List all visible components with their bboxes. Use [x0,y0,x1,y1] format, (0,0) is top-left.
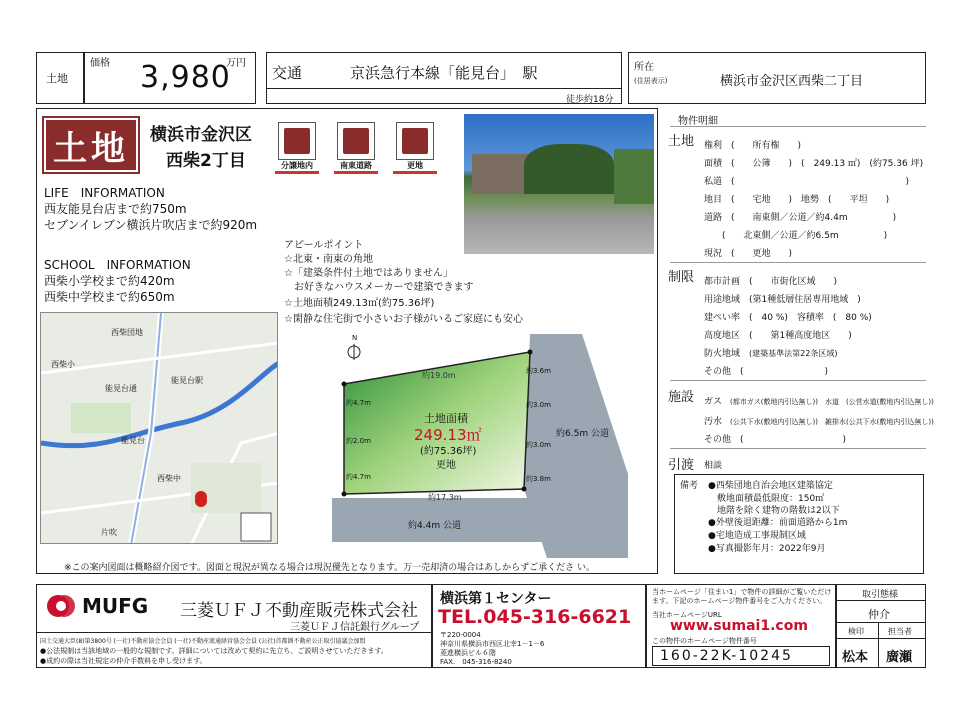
land-key-3: 私道 [704,177,723,187]
plan-status: 更地 [436,460,456,471]
web-label: 当社ホームページURL [652,611,722,619]
reg-key-4: 高度地区 [704,331,741,341]
appeal-item-3: お好きなハウスメーカーで建築できます [284,282,474,293]
map-roads [41,313,278,544]
reg-val-3: ( 40 %) 容積率 ( 80 %) [749,313,872,323]
deal-rule-3 [836,638,926,639]
web-url[interactable]: www.sumai1.com [670,618,808,634]
fac-row-1 [704,394,934,407]
handover-value: 相談 [704,461,723,471]
staff-label: 担当者 [888,627,912,636]
reg-val-2: (第1種低層住居専用地域 ) [749,295,861,305]
deal-vrule [878,622,879,668]
appeal-item-5: ☆閑静な住宅街で小さいお子様がいるご家庭にも安心 [284,314,523,325]
reg-section-rule [670,380,926,381]
land-row-7 [704,246,792,259]
remark-6: ●写真撮影年月：2022年9月 [708,544,826,554]
reg-val-4: ( 第1種高度地区 ) [749,331,852,341]
land-val-1: ( 所有権 ) [731,141,802,151]
map-label-chugakko: 西柴中 [157,474,181,483]
reg-row-4 [704,328,852,341]
appeal-title: アピールポイント [284,240,364,251]
land-val-2: ( 公簿 ) ( 249.13 ㎡) (約75.36 坪) [731,159,924,169]
fac-val-1: (都市ガス(敷地内引込無し)) 水道 (公営水道(敷地内引込無し)) [730,398,934,406]
handover-label: 引渡 [668,458,695,473]
deal-rule-2 [836,622,926,623]
staff-1: 松本 [842,650,869,665]
plan-area-tsubo: (約75.36坪) [420,446,477,457]
dim-left-bot: 約4.7m [346,473,371,481]
fac-val-3: ( ) [740,435,847,445]
lot-plan [332,334,628,558]
road-east-label: 約6.5m 公道 [556,429,609,439]
vacant-land-label: 更地 [393,160,437,174]
southeast-road-label: 南東道路 [334,160,378,174]
remark-4: ●外壁後退距離：前面道路から1m [708,518,848,528]
license-text: 国土交通大臣(8)第3800号 (一社)不動産協会会員 (一社)不動産流通経営協会会員 (公社)首都圏不動産公正取引協議会加盟 [40,638,366,645]
reg-val-5: (建築基準法第22条区域) [749,349,838,358]
web-note: 当ホームページ「住まい1」で物件の詳細がご覧いただけます。下記のホームページ物件番号をご入力ください。 [652,588,832,605]
dim-right-mid: 約3.0m [526,401,551,409]
land-section-rule [670,262,926,263]
dim-left-mid: 約2.0m [346,437,371,445]
land-key-4: 地目 [704,195,723,205]
web-num-label: この物件のホームページ物件番号 [652,637,757,645]
life-title: LIFE INFORMATION [44,186,165,200]
appeal-item-2: ☆「建築条件付土地ではありません」 [284,268,453,279]
land-key-7: 現況 [704,249,723,259]
disclaimer-2: ●成約の際は当社規定の仲介手数料を申し受けます。 [40,657,207,665]
center-address-3: 菱進横浜ビル６階 [440,649,496,657]
reg-row-3 [704,310,872,323]
dim-bottom: 約17.3m [428,493,462,502]
dim-right-top: 約3.6m [526,367,551,375]
transport-divider [266,88,622,89]
details-title-rule [670,126,926,127]
company-name: 三菱ＵＦＪ不動産販売株式会社 [180,601,418,621]
deal-rule-1 [836,600,926,601]
transport-label: 交通 [272,64,303,82]
remarks-label: 備考 [680,481,699,491]
land-badge-text: 土地 [53,128,129,169]
mufg-logo-icon [46,594,76,618]
north-arrow-icon: N [352,334,358,342]
reg-row-5 [704,346,837,359]
center-tel: TEL.045-316-6621 [438,606,632,628]
map-note: ※この案内図面は概略紹介図です。図面と現況が異なる場合は現況優先となります。万一売却済の場合はあしからずご承くださ い。 [64,563,595,573]
land-val-5: ( 南東側／公道／約4.4m ) [731,213,897,223]
reg-val-6: ( ) [740,367,829,377]
fac-row-2 [704,414,934,427]
southeast-road-icon [337,122,375,160]
dim-right-bot: 約3.8m [526,475,551,483]
plan-area-value: 249.13㎡ [414,426,482,444]
fac-key-2: 汚水 [704,417,723,427]
area-title-1: 横浜市金沢区 [150,125,252,145]
category-label: 土地 [46,72,68,85]
fac-section-label: 施設 [668,390,695,405]
reg-key-6: その他 [704,367,732,377]
reg-key-5: 防火地域 [704,349,741,359]
road-south-label: 約4.4m 公道 [408,521,461,531]
land-key-2: 面積 [704,159,723,169]
details-title: 物件明細 [678,116,718,127]
map-label-shogakko: 西柴小 [51,360,75,369]
remark-2: 敷地面積最低限度：150㎡ [708,494,825,504]
subdivision-icon [278,122,316,160]
area-map [40,312,278,544]
land-val-4: ( 宅地 ) 地勢 ( 平坦 ) [731,195,890,205]
area-title-2: 西柴2丁目 [166,151,246,171]
vacant-land-icon [396,122,434,160]
property-number: 160-22K-10245 [660,648,793,664]
map-pin-icon [195,491,207,503]
dim-top: 約19.0m [422,371,456,380]
location-label: 所在 [634,62,654,73]
reg-key-3: 建ぺい率 [704,313,741,323]
map-label-katafuki: 片吹 [101,528,117,537]
dim-left-top: 約4.7m [346,399,371,407]
brand-name: MUFG [82,594,149,618]
school-title: SCHOOL INFORMATION [44,258,191,272]
disclaimer-1: ●公法規制は当該地域の一般的な規制です。詳細については改めて契約に先立ち、ご説明させていただきます。 [40,647,388,655]
school-item-1: 西柴小学校まで約420m [44,274,175,288]
land-val-3: ( ) [731,177,910,187]
deal-label: 取引態様 [862,590,899,600]
fac-section-rule [670,448,926,449]
land-row-6 [722,228,887,241]
appeal-item-1: ☆北東・南東の角地 [284,254,373,265]
deal-value: 仲介 [868,608,890,621]
location-value: 横浜市金沢区西柴二丁目 [720,74,864,89]
center-address-1: 〒220-0004 [440,631,481,639]
remark-1: ●西柴団地自治会地区建築協定 [708,481,833,491]
reg-row-1 [704,274,837,287]
reg-key-1: 都市計画 [704,277,741,287]
center-fax: FAX. 045-316-8240 [440,658,512,666]
map-label-area: 能見台 [121,436,145,445]
land-row-4 [704,192,889,205]
land-row-3 [704,174,909,187]
land-row-1 [704,138,801,151]
map-label-danchi: 西柴団地 [111,328,143,337]
fac-val-2: (公共下水(敷地内引込無し)) 雑排水(公共下水(敷地内引込無し)) [730,418,934,426]
fac-key-3: その他 [704,435,732,445]
subdivision-label: 分譲地内 [275,160,319,174]
property-photo [464,114,654,254]
price-value: 3,980 [140,60,231,95]
fac-row-3 [704,432,846,445]
remark-5: ●宅地造成工事規制区域 [708,531,806,541]
staff-2: 廣瀬 [886,650,913,665]
reg-section-label: 制限 [668,270,695,285]
remark-3: 地階を除く建物の階数は2以下 [708,506,840,516]
land-badge [44,118,138,172]
price-unit: 万円 [226,58,246,69]
reg-val-1: ( 市街化区域 ) [749,277,838,287]
company-group: 三菱ＵＦＪ信託銀行グループ [290,622,420,633]
life-item-2: セブンイレブン横浜片吹店まで約920m [44,218,258,232]
fac-key-1: ガス [704,397,723,407]
check-label: 検印 [848,627,864,636]
school-item-2: 西柴中学校まで約650m [44,290,175,304]
map-label-station: 能見台駅 [171,376,203,385]
land-row-5 [704,210,896,223]
center-name: 横浜第１センター [440,591,552,607]
land-val-6: ( 北東側／公道／約6.5m ) [722,231,888,241]
footer-company-rule [36,632,432,633]
land-key-5: 道路 [704,213,723,223]
land-key-1: 権利 [704,141,723,151]
price-label: 価格 [90,58,110,69]
walk-time: 徒歩約18分 [566,95,614,105]
map-label-dori: 能見台通 [105,384,137,393]
transport-line: 京浜急行本線「能見台」 駅 [350,64,538,82]
center-address-2: 神奈川県横浜市西区北幸1－1－6 [440,640,545,648]
plan-area-label: 土地面積 [424,412,468,425]
reg-row-6 [704,364,828,377]
reg-key-2: 用途地域 [704,295,741,305]
life-item-1: 西友能見台店まで約750m [44,202,187,216]
land-row-2 [704,156,923,169]
land-val-7: ( 更地 ) [731,249,793,259]
dim-right-mid2: 約3.0m [526,441,551,449]
reg-row-2 [704,292,861,305]
land-section-label: 土地 [668,134,695,149]
appeal-item-4: ☆土地面積249.13㎡(約75.36坪) [284,298,435,309]
location-sub: (住居表示) [634,77,668,85]
